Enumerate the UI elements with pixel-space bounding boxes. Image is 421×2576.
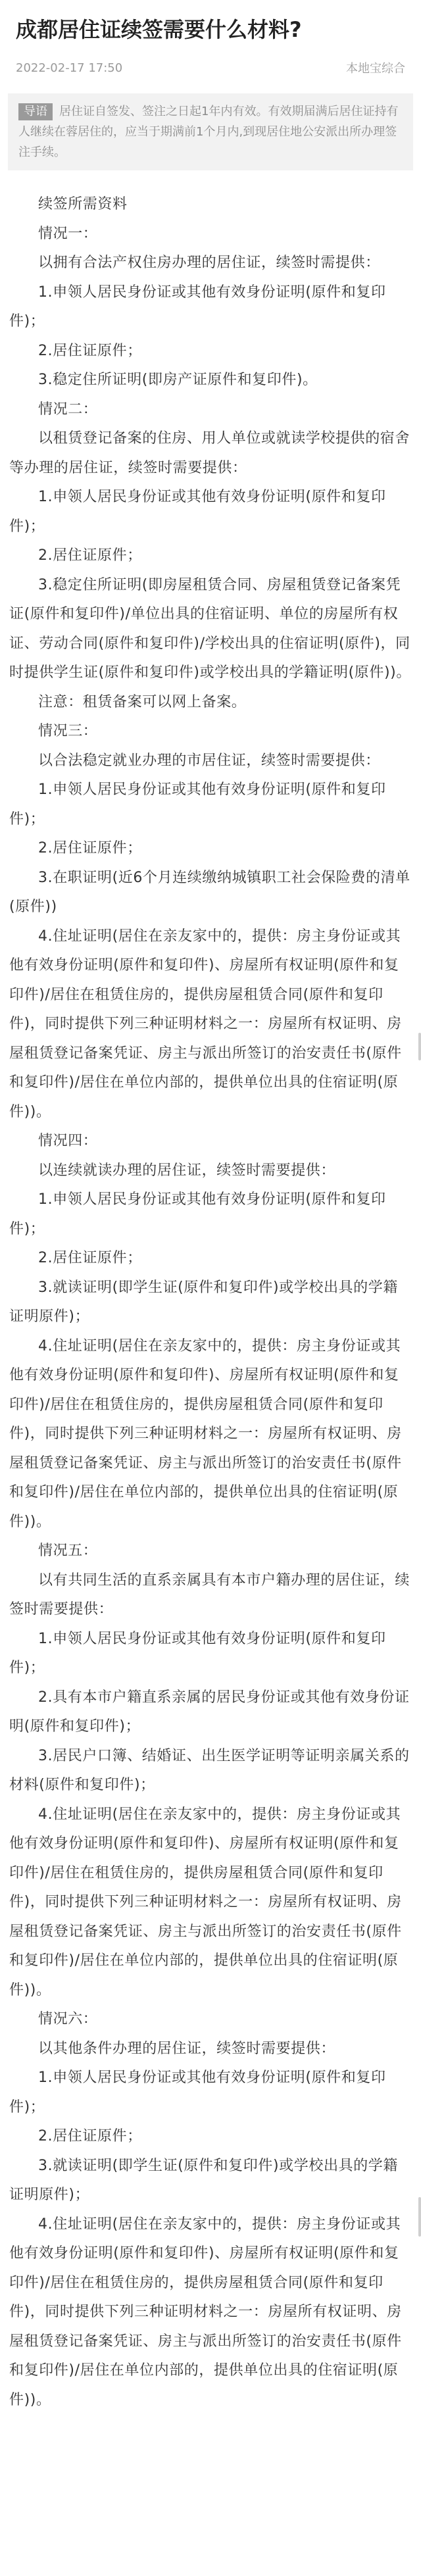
scrollbar-thumb[interactable]: [418, 1033, 421, 1060]
article-paragraph: 3.就读证明(即学生证(原件和复印件)或学校出具的学籍证明原件)；: [9, 1279, 398, 1325]
article-paragraph: 情况二：: [38, 401, 98, 418]
article-paragraph: 1.申领人居民身份证或其他有效身份证明(原件和复印件)；: [9, 1191, 386, 1237]
article-paragraph: 2.具有本市户籍直系亲属的居民身份证或其他有效身份证明(原件和复印件)；: [9, 1689, 410, 1735]
article-paragraph: 3.就读证明(即学生证(原件和复印件)或学校出具的学籍证明原件)；: [9, 2157, 398, 2203]
article-paragraph: 情况一：: [38, 225, 98, 242]
article-paragraph: 4.住址证明(居住在亲友家中的，提供：房主身份证或其他有效身份证明(原件和复印件)、房屋所有权证明(原件和复印件)/居住在租赁住房的，提供房屋租赁合同(原件和复印件)，同时提供下列三种证明材料之一：房屋所有权证明、房屋租赁登记备案凭证、房主与派出所签订的治安责任书(原件和复印件)/居住在单位内部的，提供单位出具的住宿证明(原件))。: [9, 1806, 402, 1998]
article-paragraph: 3.在职证明(近6个月连续缴纳城镇职工社会保险费的清单(原件)): [9, 869, 410, 915]
article-paragraph: 以连续就读办理的居住证，续签时需要提供：: [38, 1162, 336, 1179]
article-paragraph: 情况三：: [38, 723, 98, 739]
article-paragraph: 以合法稳定就业办理的市居住证，续签时需要提供：: [38, 752, 380, 769]
article-summary: [8, 93, 413, 170]
article-paragraph: 2.居住证原件；: [38, 1250, 142, 1266]
article-paragraph: 3.居民户口簿、结婚证、出生医学证明等证明亲属关系的材料(原件和复印件)；: [9, 1747, 410, 1793]
scrollbar-thumb-lower[interactable]: [418, 2197, 421, 2237]
article-paragraph: 情况六：: [38, 2011, 98, 2027]
publish-date: 2022-02-17 17:50: [16, 61, 123, 75]
article-paragraph: 情况五：: [38, 1543, 98, 1559]
article-source[interactable]: 本地宝综合: [346, 62, 405, 76]
article-paragraph: 4.住址证明(居住在亲友家中的，提供：房主身份证或其他有效身份证明(原件和复印件)、房屋所有权证明(原件和复印件)/居住在租赁住房的，提供房屋租赁合同(原件和复印件)，同时提供下列三种证明材料之一：房屋所有权证明、房屋租赁登记备案凭证、房主与派出所签订的治安责任书(原件和复印件)/居住在单位内部的，提供单位出具的住宿证明(原件))。: [9, 928, 402, 1120]
article-body: [0, 170, 421, 2415]
article-paragraph: 2.居住证原件；: [38, 2128, 142, 2144]
article-paragraph: 3.稳定住所证明(即房屋租赁合同、房屋租赁登记备案凭证(原件和复印件)/单位出具的住宿证明、单位的房屋所有权证、劳动合同(原件和复印件)/学校出具的住宿证明(原件)，同时提供学生证(原件和复印件)或学校出具的学籍证明(原件))。: [9, 576, 411, 681]
article-paragraph: 以其他条件办理的居住证，续签时需要提供：: [38, 2040, 336, 2057]
article-paragraph: 1.申领人居民身份证或其他有效身份证明(原件和复印件)；: [9, 284, 386, 330]
article-paragraph: 1.申领人居民身份证或其他有效身份证明(原件和复印件)；: [9, 2069, 386, 2116]
section-heading: 续签所需资料: [38, 196, 128, 212]
article-paragraph: 1.申领人居民身份证或其他有效身份证明(原件和复印件)；: [9, 1630, 386, 1676]
article-paragraph: 1.申领人居民身份证或其他有效身份证明(原件和复印件)；: [9, 489, 386, 535]
article-paragraph: 2.居住证原件；: [38, 840, 142, 856]
article-paragraph: 2.居住证原件；: [38, 547, 142, 564]
article-meta: [0, 45, 421, 76]
article-paragraph: 以拥有合法产权住房办理的居住证，续签时需提供：: [38, 255, 380, 271]
article-paragraph: 1.申领人居民身份证或其他有效身份证明(原件和复印件)；: [9, 781, 386, 828]
article-paragraph: 情况四：: [38, 1133, 98, 1149]
article-paragraph: 4.住址证明(居住在亲友家中的，提供：房主身份证或其他有效身份证明(原件和复印件)、房屋所有权证明(原件和复印件)/居住在租赁住房的，提供房屋租赁合同(原件和复印件)，同时提供下列三种证明材料之一：房屋所有权证明、房屋租赁登记备案凭证、房主与派出所签订的治安责任书(原件和复印件)/居住在单位内部的，提供单位出具的住宿证明(原件))。: [9, 1337, 402, 1530]
summary-text: 居住证自签发、签注之日起1年内有效。有效期届满后居住证持有人继续在蓉居住的，应当于期满前1个月内,到现居住地公安派出所办理签注手续。: [18, 105, 399, 159]
article-paragraph: 以租赁登记备案的住房、用人单位或就读学校提供的宿舍等办理的居住证，续签时需要提供：: [9, 430, 410, 476]
article-paragraph: 3.稳定住所证明(即房产证原件和复印件)。: [38, 372, 318, 388]
article-paragraph: 注意：租赁备案可以网上备案。: [38, 693, 247, 710]
article-title: 成都居住证续签需要什么材料?: [16, 17, 302, 42]
summary-tag: 导语: [18, 103, 53, 120]
article-paragraph: 以有共同生活的直系亲属具有本市户籍办理的居住证，续签时需要提供：: [9, 1572, 410, 1618]
article-paragraph: 2.居住证原件；: [38, 342, 142, 359]
article-paragraph: 4.住址证明(居住在亲友家中的，提供：房主身份证或其他有效身份证明(原件和复印件)、房屋所有权证明(原件和复印件)/居住在租赁住房的，提供房屋租赁合同(原件和复印件)，同时提供下列三种证明材料之一：房屋所有权证明、房屋租赁登记备案凭证、房主与派出所签订的治安责任书(原件和复印件)/居住在单位内部的，提供单位出具的住宿证明(原件))。: [9, 2216, 402, 2408]
